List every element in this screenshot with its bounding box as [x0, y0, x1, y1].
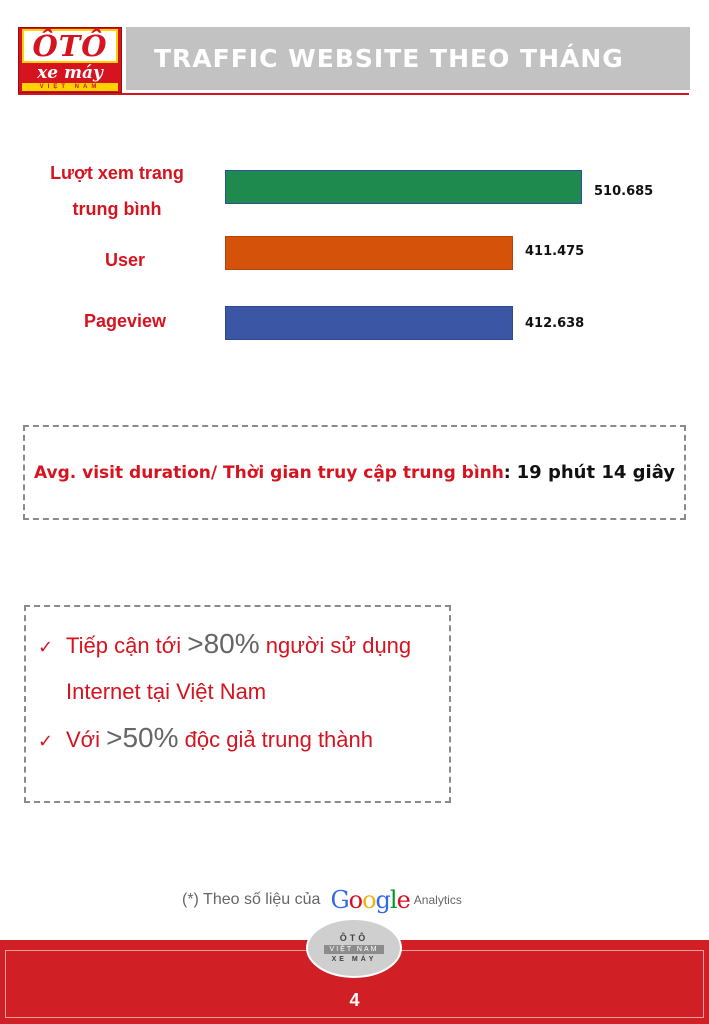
logo-country-text: VIỆT NAM: [22, 83, 118, 91]
reach-prefix: Tiếp cận tới: [66, 633, 188, 658]
bar-avg-pageviews: [225, 170, 582, 204]
duration-value: 19 phút 14 giây: [516, 462, 676, 483]
category-label-pageview: Pageview: [83, 311, 167, 331]
category-label-avg-pageviews: [22, 155, 212, 227]
reach-prefix: Với: [66, 727, 107, 752]
value-label-avg-pageviews: 510.685: [594, 184, 654, 199]
reach-suffix: người sử dụng: [259, 633, 412, 658]
seal-top-text: ÔTÔ: [339, 933, 369, 943]
footer-seal-logo: [306, 918, 402, 978]
reach-item-continuation: Internet tại Việt Nam: [66, 679, 267, 704]
category-label-line: Lượt xem trang: [50, 163, 184, 183]
page-title: TRAFFIC WEBSITE THEO THÁNG: [154, 44, 624, 73]
reach-number: >50%: [106, 722, 179, 753]
category-label-line: trung bình: [72, 199, 162, 219]
header-divider: [18, 93, 689, 95]
bar-user: [225, 236, 513, 270]
traffic-bar-chart: [0, 150, 709, 360]
source-text: (*) Theo số liệu của: [182, 891, 321, 908]
reach-suffix: độc giả trung thành: [178, 727, 373, 752]
seal-bottom-text: XE MÁY: [331, 956, 377, 963]
page-number: 4: [349, 990, 360, 1010]
reach-number: >80%: [187, 628, 260, 659]
reach-item: [38, 621, 449, 669]
value-label-user: 411.475: [525, 244, 585, 259]
reach-item-text: [66, 621, 411, 669]
seal-band-text: VIỆT NAM: [324, 945, 385, 954]
google-logo: Google: [330, 886, 410, 914]
data-source-note: [182, 886, 462, 914]
logo-sub-text: xe máy: [37, 63, 103, 83]
title-bar: [126, 27, 690, 90]
bar-pageview: [225, 306, 513, 340]
logo-main-text: ÔTÔ: [22, 29, 118, 63]
duration-label: Avg. visit duration/ Thời gian truy cập trung bình: [33, 463, 504, 483]
avg-visit-duration-text: [34, 462, 675, 483]
checkmark-icon: ✓: [38, 731, 54, 751]
audience-reach-box: [24, 605, 451, 803]
value-label-pageview: 412.638: [525, 316, 585, 331]
checkmark-icon: ✓: [38, 637, 54, 657]
reach-item-text: [66, 715, 373, 763]
category-label-user: User: [104, 250, 146, 270]
reach-item: [38, 715, 449, 763]
brand-logo: [18, 27, 122, 93]
avg-visit-duration-box: [23, 425, 686, 520]
analytics-label: Analytics: [413, 893, 462, 907]
duration-separator: :: [503, 463, 511, 483]
